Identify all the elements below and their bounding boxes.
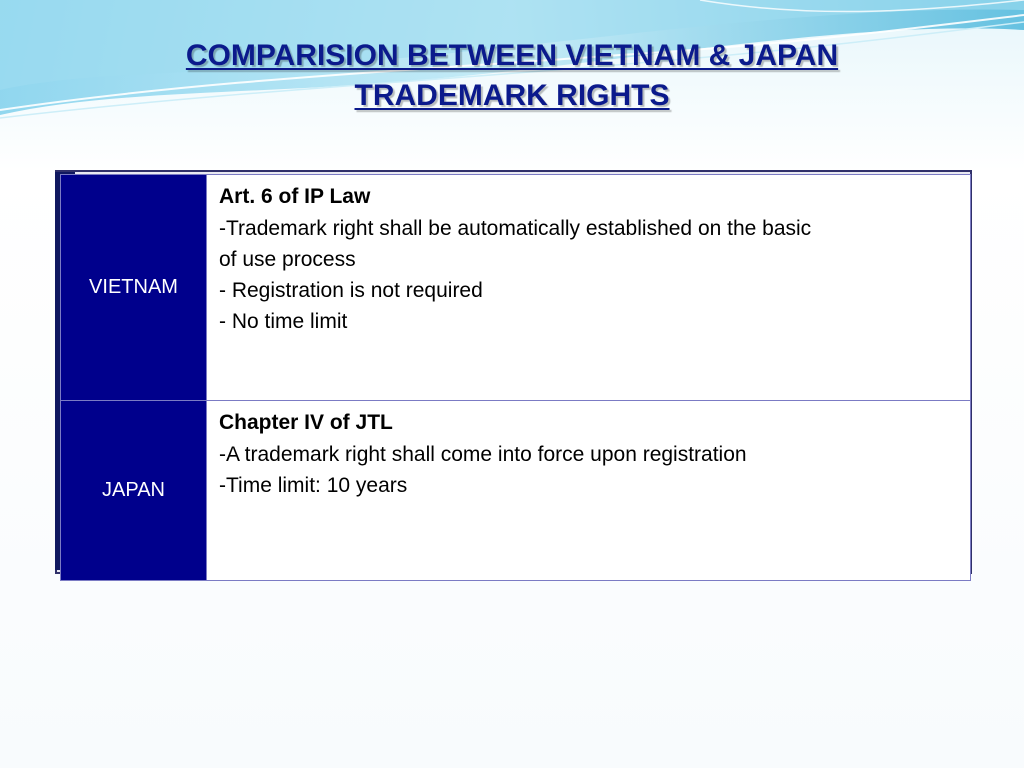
slide-title xyxy=(0,36,1024,116)
title-line-2: TRADEMARK RIGHTS xyxy=(354,79,670,112)
content-cell-vietnam xyxy=(206,175,970,400)
country-cell-vietnam: VIETNAM xyxy=(61,175,206,400)
title-line-1: COMPARISION BETWEEN VIETNAM & JAPAN xyxy=(185,39,839,72)
country-cell-japan: JAPAN xyxy=(61,401,206,580)
table-row-japan xyxy=(61,401,970,580)
content-line: -Trademark right shall be automatically established on the basic xyxy=(219,217,812,240)
content-cell-japan xyxy=(206,401,970,580)
content-heading: Chapter IV of JTL xyxy=(219,411,393,434)
comparison-table xyxy=(60,174,971,581)
content-heading: Art. 6 of IP Law xyxy=(219,185,371,208)
content-line: -A trademark right shall come into force upon registration xyxy=(219,443,747,466)
content-line: - Registration is not required xyxy=(219,279,483,302)
content-line: of use process xyxy=(219,248,356,271)
content-line: - No time limit xyxy=(219,310,348,333)
content-line: -Time limit: 10 years xyxy=(219,474,408,497)
table-row-vietnam xyxy=(61,175,970,401)
